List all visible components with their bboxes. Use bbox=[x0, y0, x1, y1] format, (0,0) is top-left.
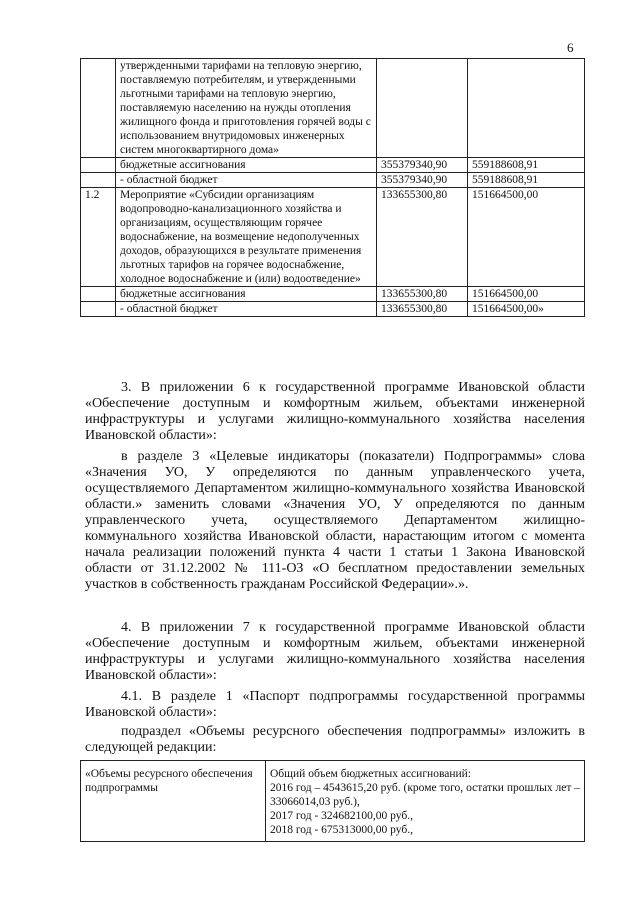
funding-year-2018: 2018 год - 675313000,00 руб., bbox=[270, 824, 413, 836]
table-cell-label: - областной бюджет bbox=[116, 302, 377, 317]
table-cell bbox=[377, 59, 468, 158]
paragraph: в разделе 3 «Целевые индикаторы (показатели) Подпрограммы» слова «Значения УО, У определяются по данным управленческого учета, осуществляемого Департаментом жилищно-коммунального хозяйства Ивановской области.» заменить словами «Значения УО, У определяются по данным управленческого учета, осуществляемого Департаментом жилищно-коммунального хозяйства Ивановской области, нарастающим итогом с момента начала реализации положений пункта 4 части 1 статьи 1 Закона Ивановской области от 31.12.2002 № 111-ОЗ «О бесплатном предоставлении земельных участков в собственность гражданам Российской Федерации».». bbox=[85, 449, 585, 592]
page-number: 6 bbox=[567, 40, 574, 55]
paragraph: 4. В приложении 7 к государственной программе Ивановской области «Обеспечение доступным и комфортным жильем, объектами инженерной инфраструктуры и услугами жилищно-коммунального хозяйства населения Ивановской области»: bbox=[85, 620, 585, 683]
table-cell-value: 151664500,00» bbox=[468, 302, 585, 317]
funding-year-2017: 2017 год - 324682100,00 руб., bbox=[270, 810, 413, 822]
table-cell-content bbox=[266, 761, 585, 842]
table-row bbox=[81, 287, 585, 302]
table-cell-value: 133655300,80 bbox=[377, 188, 468, 287]
table-cell-label: бюджетные ассигнования bbox=[116, 287, 377, 302]
table-cell-label: - областной бюджет bbox=[116, 173, 377, 188]
table-cell-text: Мероприятие «Субсидии организациям водопроводно-канализационного хозяйства и организациям, осуществляющим горячее водоснабжение, на возмещение недополученных доходов, образующихся в результате применения льготных тарифов на горячее водоснабжение, холодное водоснабжение и (или) водоотведение» bbox=[116, 188, 377, 287]
table-cell bbox=[468, 59, 585, 158]
table-cell bbox=[81, 173, 116, 188]
table-cell-value: 133655300,80 bbox=[377, 287, 468, 302]
table-cell-value: 151664500,00 bbox=[468, 287, 585, 302]
paragraph: подраздел «Объемы ресурсного обеспечения подпрограммы» изложить в следующей редакции: bbox=[85, 724, 585, 755]
table-cell-value: 133655300,80 bbox=[377, 302, 468, 317]
table-cell bbox=[81, 302, 116, 317]
table-cell-label: «Объемы ресурсного обеспечения подпрограммы bbox=[81, 761, 266, 842]
table-cell bbox=[81, 158, 116, 173]
table-row bbox=[81, 302, 585, 317]
table-cell-value: 559188608,91 bbox=[468, 173, 585, 188]
table-cell-value: 559188608,91 bbox=[468, 158, 585, 173]
table-cell-number: 1.2 bbox=[81, 188, 116, 287]
table-row bbox=[81, 761, 585, 842]
table-cell bbox=[81, 287, 116, 302]
table-row bbox=[81, 173, 585, 188]
table-row bbox=[81, 158, 585, 173]
table-cell-value: 151664500,00 bbox=[468, 188, 585, 287]
resource-table bbox=[80, 760, 585, 842]
table-cell-label: бюджетные ассигнования bbox=[116, 158, 377, 173]
table-row bbox=[81, 188, 585, 287]
table-cell-value: 355379340,90 bbox=[377, 173, 468, 188]
paragraph: 3. В приложении 6 к государственной программе Ивановской области «Обеспечение доступным и комфортным жильем, объектами инженерной инфраструктуры и услугами жилищно-коммунального хозяйства населения Ивановской области»: bbox=[85, 380, 585, 443]
table-cell bbox=[81, 59, 116, 158]
table-cell-value: 355379340,90 bbox=[377, 158, 468, 173]
funding-title: Общий объем бюджетных ассигнований: bbox=[270, 768, 471, 780]
table-row bbox=[81, 59, 585, 158]
paragraph: 4.1. В разделе 1 «Паспорт подпрограммы государственной программы Ивановской области»: bbox=[85, 689, 585, 720]
funding-year-2016: 2016 год – 4543615,20 руб. (кроме того, остатки прошлых лет – 33066014,03 руб.), bbox=[270, 782, 580, 808]
table-cell-text: утвержденными тарифами на тепловую энергию, поставляемую потребителям, и утвержденными льготными тарифами на тепловую энергию, поставляемую населению на нужды отопления жилищного фонда и приготовления горячей воды с использованием внутридомовых инженерных систем многоквартирного дома» bbox=[116, 59, 377, 158]
funding-table bbox=[80, 58, 585, 317]
